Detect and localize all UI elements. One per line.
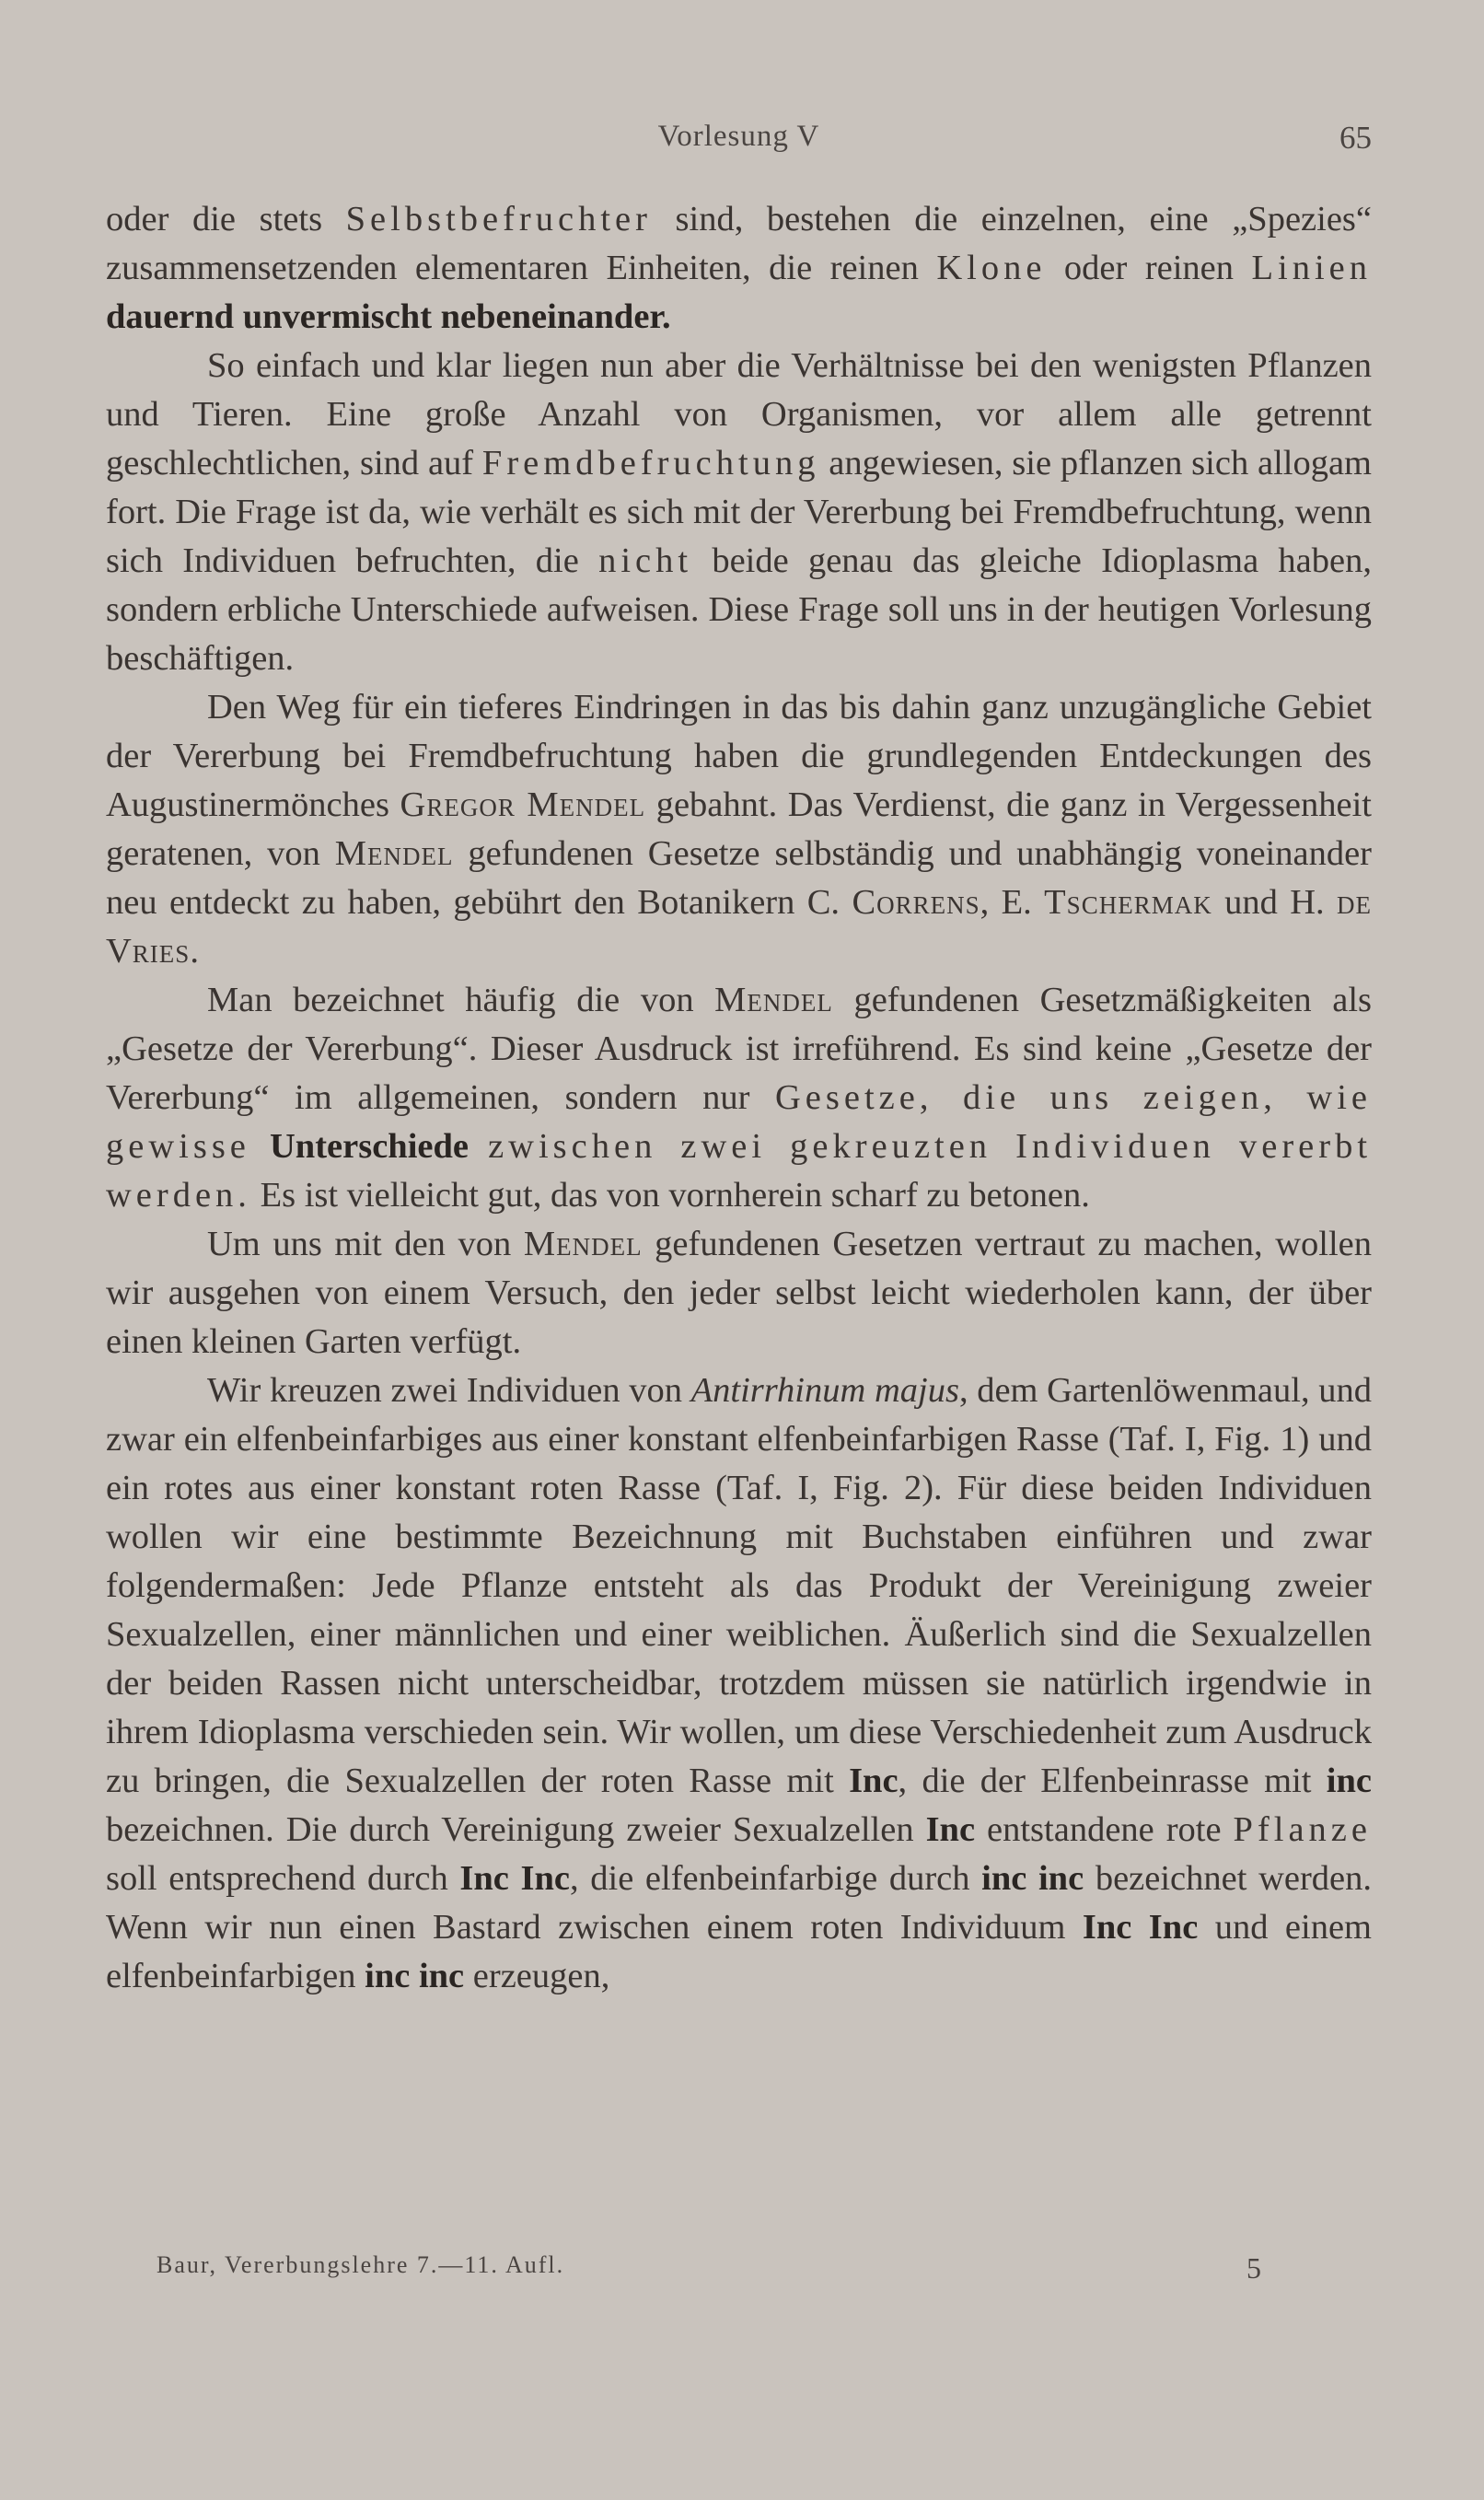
paragraph-3: Den Weg für ein tieferes Eindringen in das bis dahin ganz unzugängliche Gebiet der Vererbung bei Fremdbefruchtung haben die grundlegenden Entdeckungen des Augustinermönches Gregor Mendel gebahnt. Das Verdienst, die ganz in Vergessenheit geratenen, von Mendel gefundenen Gesetze selbständig und unabhängig voneinander neu entdeckt zu haben, gebührt den Botanikern C. Correns, E. Tschermak und H. de Vries. — [106, 688, 1373, 971]
page-number: 65 — [1339, 120, 1372, 156]
page-footer — [157, 2251, 1261, 2293]
paragraph-6: Wir kreuzen zwei Individuen von Antirrhinum majus, dem Gartenlöwenmaul, und zwar ein elfenbeinfarbiges aus einer konstant elfenbeinfarbigen Rasse (Taf. I, Fig. 1) und ein rotes aus einer konstant roten Rasse (Taf. I, Fig. 2). Für diese beiden Individuen wollen wir eine bestimmte Bezeichnung mit Buchstaben einführen und zwar folgendermaßen: Jede Pflanze entsteht als das Produkt der Vereinigung zweier Sexualzellen, einer männlichen und einer weiblichen. Äußerlich sind die Sexualzellen der beiden Rassen nicht unterscheidbar, trotzdem müssen sie natürlich irgendwie in ihrem Idioplasma verschieden sein. Wir wollen, um diese Verschiedenheit zum Ausdruck zu bringen, die Sexualzellen der roten Rasse mit Inc, die der Elfenbeinrasse mit inc bezeichnen. Die durch Vereinigung zweier Sexualzellen Inc entstandene rote Pflanze soll entsprechend durch Inc Inc, die elfenbeinfarbige durch inc inc bezeichnet werden. Wenn wir nun einen Bastard zwischen einem roten Individuum Inc Inc und einem elfenbeinfarbigen inc inc erzeugen, — [106, 1371, 1372, 1995]
signature-number: 5 — [1246, 2251, 1261, 2285]
paragraph-5: Um uns mit den von Mendel gefundenen Gesetzen vertraut zu machen, wollen wir ausgehen von einem Versuch, den jeder selbst leicht wiederholen kann, der über einen kleinen Garten verfügt. — [106, 1225, 1372, 1361]
paragraph-2: So einfach und klar liegen nun aber die Verhältnisse bei den wenigsten Pflanzen und Tieren. Eine große Anzahl von Organismen, vor allem alle getrennt geschlechtlichen, sind auf Fremdbefruchtung angewiesen, sie pflanzen sich allogam fort. Die Frage ist da, wie verhält es sich mit der Vererbung bei Fremdbefruchtung, wenn sich Individuen befruchten, die nicht beide genau das gleiche Idioplasma haben, sondern erbliche Unterschiede aufweisen. Diese Frage soll uns in der heutigen Vorlesung beschäftigen. — [106, 346, 1373, 678]
paragraph-4: Man bezeichnet häufig die von Mendel gefundenen Gesetzmäßigkeiten als „Gesetze der Vererbung“. Dieser Ausdruck ist irreführend. Es sind keine „Gesetze der Vererbung“ im allgemeinen, sondern nur Gesetze, die uns zeigen, wie gewisse Unterschiede zwischen zwei gekreuzten Individuen vererbt werden. Es ist vielleicht gut, das von vornherein scharf zu betonen. — [106, 981, 1373, 1215]
paragraph-1: oder die stets Selbstbefruchter sind, bestehen die einzelnen, eine „Spezies“ zusammensetzenden elementaren Einheiten, die reinen Klone oder reinen Linien dauernd unvermischt nebeneinander. — [106, 200, 1373, 336]
running-head: Vorlesung V — [657, 120, 820, 153]
signature-line: Baur, Vererbungslehre 7.—11. Aufl. — [157, 2251, 565, 2278]
body-text — [106, 195, 1372, 2001]
page-header — [106, 120, 1372, 166]
